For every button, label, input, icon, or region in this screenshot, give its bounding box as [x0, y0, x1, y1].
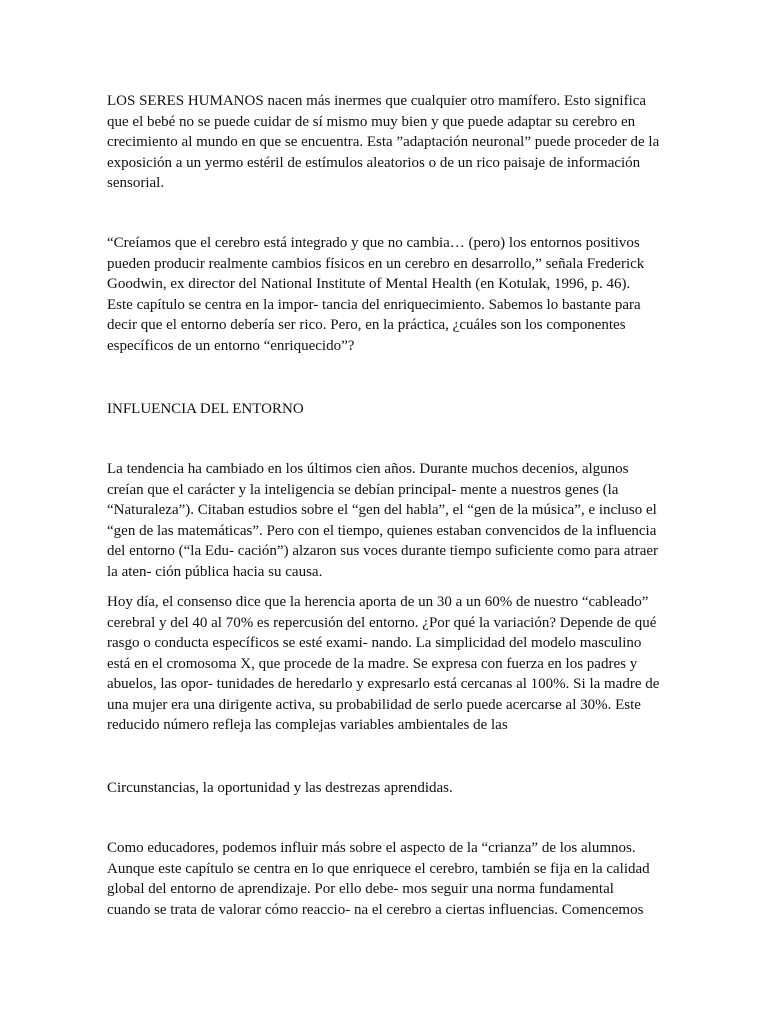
text-line: Aunque este capítulo se centra en lo que enriquece el cerebro, también se fija en la calidad — [107, 860, 650, 877]
text-line: crecimiento al mundo en que se encuentra. Esta ”adaptación neuronal” puede proceder de la — [107, 134, 660, 150]
text-line: Goodwin, ex director del National Institute of Mental Health (en Kotulak, 1996, p. 46). — [107, 276, 631, 292]
text-line: La tendencia ha cambiado en los últimos cien años. Durante muchos decenios, algunos — [107, 461, 629, 477]
text-line: decir que el entorno debería ser rico. Pero, en la práctica, ¿cuáles son los componentes — [107, 317, 626, 333]
body-paragraph — [107, 778, 453, 799]
text-line: cerebral y del 40 al 70% es repercusión del entorno. ¿Por qué la variación? Depende de qué — [107, 614, 657, 631]
text-line: sensorial. — [107, 175, 165, 191]
text-line: la aten- ción pública hacia su causa. — [107, 563, 323, 580]
text-line: rasgo o conducta específicos se esté exami- nando. La simplicidad del modelo masculino — [107, 635, 642, 651]
body-paragraph — [107, 838, 650, 920]
text-line: específicos de un entorno “enriquecido”? — [107, 337, 355, 354]
body-paragraph — [107, 592, 659, 736]
text-line: reducido número refleja las complejas variables ambientales de las — [107, 717, 508, 733]
text-line: “gen de las matemáticas”. Pero con el tiempo, quienes estaban convencidos de la influencia — [107, 522, 657, 539]
body-paragraph — [107, 459, 658, 582]
text-line: del entorno (“la Edu- cación”) alzaron sus voces durante tiempo suficiente como para atraer — [107, 543, 659, 559]
intro-paragraph — [107, 91, 659, 194]
text-line: una mujer era una dirigente activa, su probabilidad de serlo puede acercarse al 30%. Este — [107, 696, 641, 713]
text-line: exposición a un yermo estéril de estímulos aleatorios o de un rico paisaje de información — [107, 154, 641, 171]
text-line: pueden producir realmente cambios físicos en un cerebro en desarrollo,” señala Frederick — [107, 255, 645, 272]
text-line: “Creíamos que el cerebro está integrado y que no cambia… (pero) los entornos positivos — [107, 235, 640, 251]
text-line: Hoy día, el consenso dice que la herencia aporta de un 30 a un 60% de nuestro “cableado” — [107, 594, 649, 610]
text-line: global del entorno de aprendizaje. Por ello debe- mos seguir una norma fundamental — [107, 881, 614, 897]
quote-paragraph — [107, 233, 644, 356]
text-line: Este capítulo se centra en la impor- tancia del enriquecimiento. Sabemos lo bastante para — [107, 296, 641, 313]
text-line: Como educadores, podemos influir más sobre el aspecto de la “crianza” de los alumnos. — [107, 840, 636, 856]
section-heading — [107, 399, 304, 420]
text-line: está en el cromosoma X, que procede de la madre. Se expresa con fuerza en los padres y — [107, 655, 638, 672]
text-line: Circunstancias, la oportunidad y las destrezas aprendidas. — [107, 780, 453, 796]
heading-text: INFLUENCIA DEL ENTORNO — [107, 401, 304, 417]
text-line: “Naturaleza”). Citaban estudios sobre el “gen del habla”, el “gen de la música”, e incluso el — [107, 502, 657, 518]
text-line: abuelos, las opor- tunidades de heredarlo y expresarlo está cercanas al 100%. Si la madre de — [107, 676, 660, 692]
text-line: LOS SERES HUMANOS nacen más inermes que cualquier otro mamífero. Esto significa — [107, 93, 647, 109]
text-line: creían que el carácter y la inteligencia se debían principal- mente a nuestros genes (la — [107, 481, 619, 498]
text-line: que el bebé no se puede cuidar de sí mismo muy bien y que puede adaptar su cerebro en — [107, 113, 636, 130]
text-line: cuando se trata de valorar cómo reaccio- na el cerebro a ciertas influencias. Comencemos — [107, 901, 644, 918]
